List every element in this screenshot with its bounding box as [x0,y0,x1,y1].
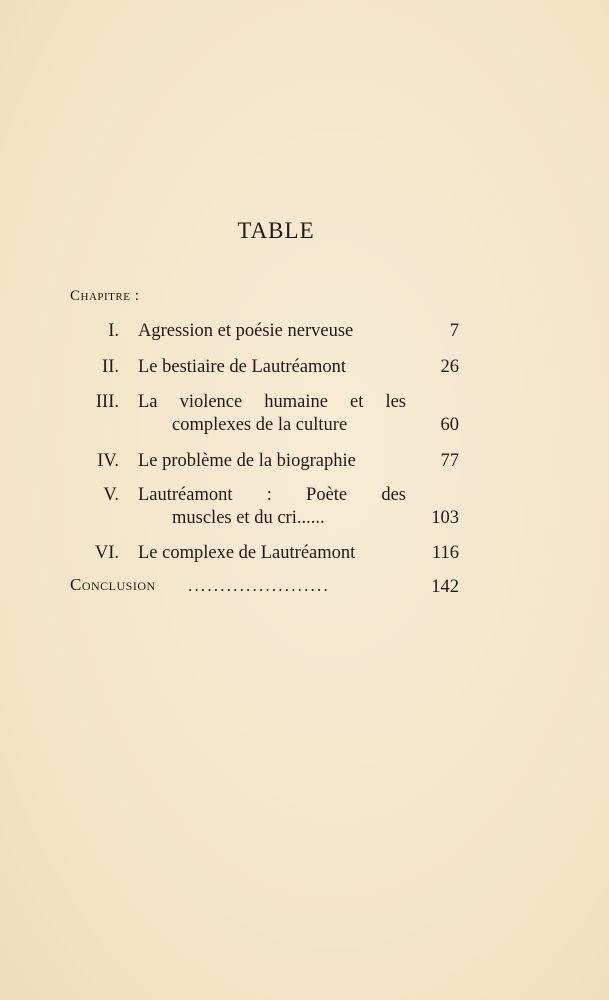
chapter-number: II. [102,357,119,377]
chapter-title-continued: muscles et du cri...... [172,508,325,528]
chapter-number: VI. [94,543,119,563]
page-number: 142 [431,577,459,597]
chapter-number: IV. [97,451,119,471]
chapter-title: Lautréamont : Poète des [138,485,406,505]
chapter-title: Le problème de la biographie [138,451,356,471]
chapter-number: V. [103,485,119,505]
chapter-title: Agression et poésie nerveuse [138,321,354,341]
page-number: 116 [431,543,459,563]
chapter-title-continued: complexes de la culture [172,415,348,435]
chapter-number: III. [95,392,119,412]
chapter-title: Le complexe de Lautréamont [138,543,356,563]
chapter-title: Le bestiaire de Lautréamont [138,357,347,377]
conclusion-label: Conclusion [70,575,156,594]
page-number: 103 [431,508,459,528]
chapter-number: I. [108,321,119,341]
leader-dots: ...................... [188,576,330,595]
page-number: 26 [440,357,459,377]
page-number: 60 [440,415,459,435]
page-number: 7 [449,321,459,341]
chapter-heading: Chapitre : [70,288,140,304]
page-number: 77 [440,451,459,471]
page-title: TABLE [237,218,315,243]
chapter-title: La violence humaine et les [138,392,406,412]
